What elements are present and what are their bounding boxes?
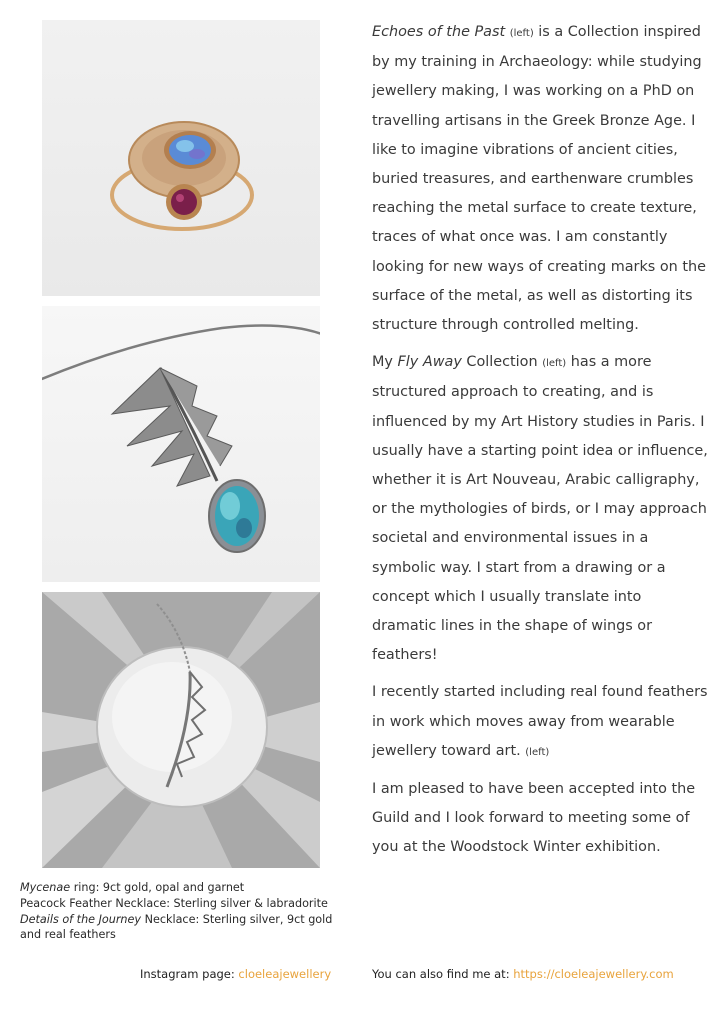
echoes-title: Echoes of the Past [372,24,506,40]
fly-away-title: Fly Away [397,354,462,371]
paragraph-feathers [372,678,708,767]
fly-away-intro: My [372,354,398,371]
caption-journey-text: Necklace: Sterling silver, 9ct gold and real feathers [20,912,333,942]
photo-captions [20,880,340,943]
paragraph-fly-away [372,348,708,670]
journey-necklace-photo [42,592,320,868]
caption-journey-title: Details of the Journey [20,912,142,926]
ring-illustration [42,20,320,296]
journey-illustration [42,592,320,868]
caption-journey [20,912,340,944]
ring-photo [42,20,320,296]
caption-ring [20,880,340,896]
left-note: (left) [542,358,567,370]
instagram-label: Instagram page: [140,967,239,981]
left-note: (left) [525,746,550,758]
fly-away-text: has a more structured approach to creating, and is influenced by my Art History studies in Paris. I usually have a starting point idea or influence, whether it is Art Nouveau, Arabic calligraphy, or the mythologies of birds, or I may approach societal and environmental issues in a symbolic way. I start from a drawing or a concept which I usually translate into dramatic lines in the shape of wings or feathers! [372,354,708,664]
paragraph-guild: I am pleased to have been accepted into the Guild and I look forward to meeting some of you at the Woodstock Winter exhibition. [372,781,696,856]
echoes-text: is a Collection inspired by my training in Archaeology: while studying jewellery making, I was working on a PhD on travelling artisans in the Greek Bronze Age. I like to imagine vibrations of ancient cities, buried treasures, and earthenware crumbles reaching the metal surface to create texture, traces of what once was. I am constantly looking for new ways of creating marks on the surface of the metal, as well as distorting its structure through controlled melting. [372,24,706,334]
feather-necklace-photo [42,306,320,582]
caption-feather: Peacock Feather Necklace: Sterling silver & labradorite [20,896,328,910]
feather-illustration [42,306,320,582]
feathers-text: I recently started including real found feathers in work which moves away from wearable jewellery toward art. [372,684,708,759]
paragraph-echoes [372,18,708,340]
instagram-line [140,967,331,981]
website-line [372,967,674,981]
instagram-handle-link[interactable]: cloeleajewellery [238,967,332,981]
body-text [372,18,708,871]
left-note: (left) [509,28,534,39]
caption-ring-text: ring: 9ct gold, opal and garnet [70,881,245,894]
caption-ring-title: Mycenae [20,881,71,894]
fly-away-collection: Collection [461,354,543,371]
website-label: You can also find me at: [372,967,514,981]
website-link[interactable]: https://cloeleajewellery.com [513,967,674,981]
